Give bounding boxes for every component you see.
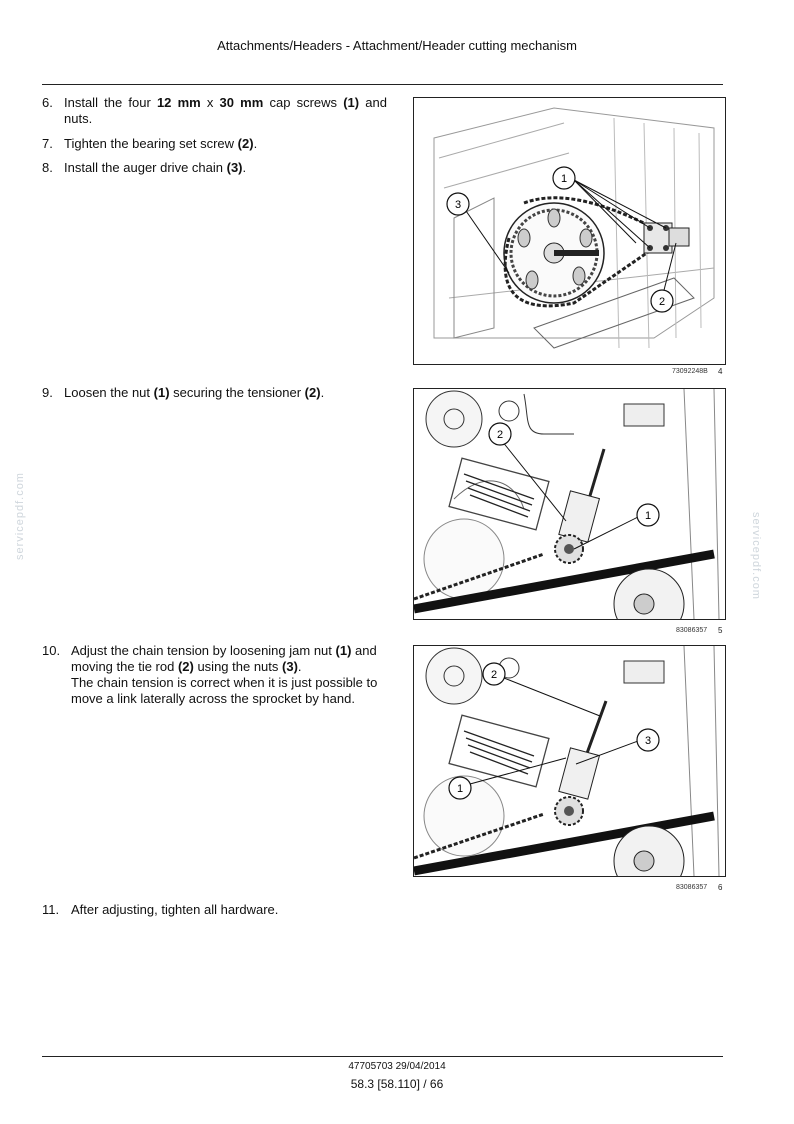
step-number: 10. [42,643,61,658]
svg-text:3: 3 [644,735,652,747]
step-text [64,136,387,152]
step-fragment: x [200,95,220,110]
step-fragment: cap screws [263,95,344,110]
footer-page-number: 58.3 [58.110] / 66 [350,1077,444,1091]
footer-doc-id: 47705703 29/04/2014 [348,1061,446,1072]
figure-number: 6 [718,883,723,892]
step-7 [42,136,387,152]
step-emphasis: (2) [304,385,321,400]
page-header-title: Attachments/Headers - Attachment/Header cutting mechanism [217,38,577,53]
figure-auger-drive-sprocket [413,97,726,365]
callout-2 [489,423,511,445]
step-fragment: Adjust the chain tension by loosening jam nut [71,643,336,658]
step-text [64,95,387,127]
tension-adjust-illustration [414,646,725,876]
svg-text:1: 1 [644,510,652,522]
step-emphasis: (1) [153,385,170,400]
svg-text:2: 2 [496,429,504,441]
header-rule [42,84,723,85]
step-fragment: . [242,160,247,175]
step-emphasis: 12 mm [156,95,201,110]
step-fragment: and nuts. [64,95,387,126]
figure-chain-tensioner-loosen [413,388,726,620]
sprocket-illustration [414,98,725,364]
callout-1 [449,777,471,799]
tensioner-illustration [414,389,725,619]
callout-1 [553,167,575,189]
callout-1 [637,504,659,526]
step-text [64,385,387,401]
step-fragment: The chain tension is correct when it is just possible to move a link laterally across the sprocket by hand. [71,675,378,706]
callout-2 [651,290,673,312]
svg-text:1: 1 [560,173,568,185]
step-fragment: Loosen the nut [64,385,154,400]
drive-sprocket [504,203,604,303]
figure-number: 5 [718,626,723,635]
callout-3 [447,193,469,215]
step-number: 7. [42,136,53,151]
step-fragment: securing the tensioner [169,385,305,400]
step-number: 9. [42,385,53,400]
tie-rod-assembly [555,701,606,825]
watermark-right: servicepdf.com [750,512,762,600]
figure-code: 83086357 [676,884,708,891]
step-8 [42,160,387,176]
step-fragment: . [297,659,302,674]
step-fragment: Install the four [64,95,157,110]
step-10 [42,643,387,707]
footer-rule [42,1056,723,1057]
step-text [64,160,387,176]
step-fragment: . [253,136,258,151]
callout-2 [483,663,505,685]
step-fragment: After adjusting, tighten all hardware. [71,902,279,917]
step-fragment: Install the auger drive chain [64,160,227,175]
step-fragment: and moving the tie rod [71,643,377,674]
step-fragment: Tighten the bearing set screw [64,136,238,151]
step-9 [42,385,387,401]
step-fragment: using the nuts [193,659,283,674]
step-emphasis: (2) [237,136,254,151]
step-emphasis: (2) [177,659,194,674]
figure-code: 73092248B [672,368,708,375]
figure-number: 4 [718,367,723,376]
watermark-left: servicepdf.com [14,472,26,560]
svg-text:1: 1 [456,783,464,795]
step-emphasis: (3) [226,160,243,175]
step-emphasis: (1) [343,95,360,110]
callout-3 [637,729,659,751]
step-emphasis: (3) [282,659,298,674]
svg-text:3: 3 [454,199,462,211]
step-number: 6. [42,95,53,110]
step-11 [42,902,387,918]
step-text [71,643,387,707]
step-fragment: . [320,385,325,400]
bearing-and-screws [644,223,689,253]
step-emphasis: 30 mm [219,95,264,110]
svg-text:2: 2 [490,669,498,681]
step-number: 11. [42,902,60,917]
figure-chain-tension-adjust [413,645,726,877]
step-text [71,902,387,918]
step-6 [42,95,387,127]
figure-code: 83086357 [676,627,708,634]
step-emphasis: (1) [335,643,352,658]
step-number: 8. [42,160,53,175]
svg-text:2: 2 [658,296,666,308]
